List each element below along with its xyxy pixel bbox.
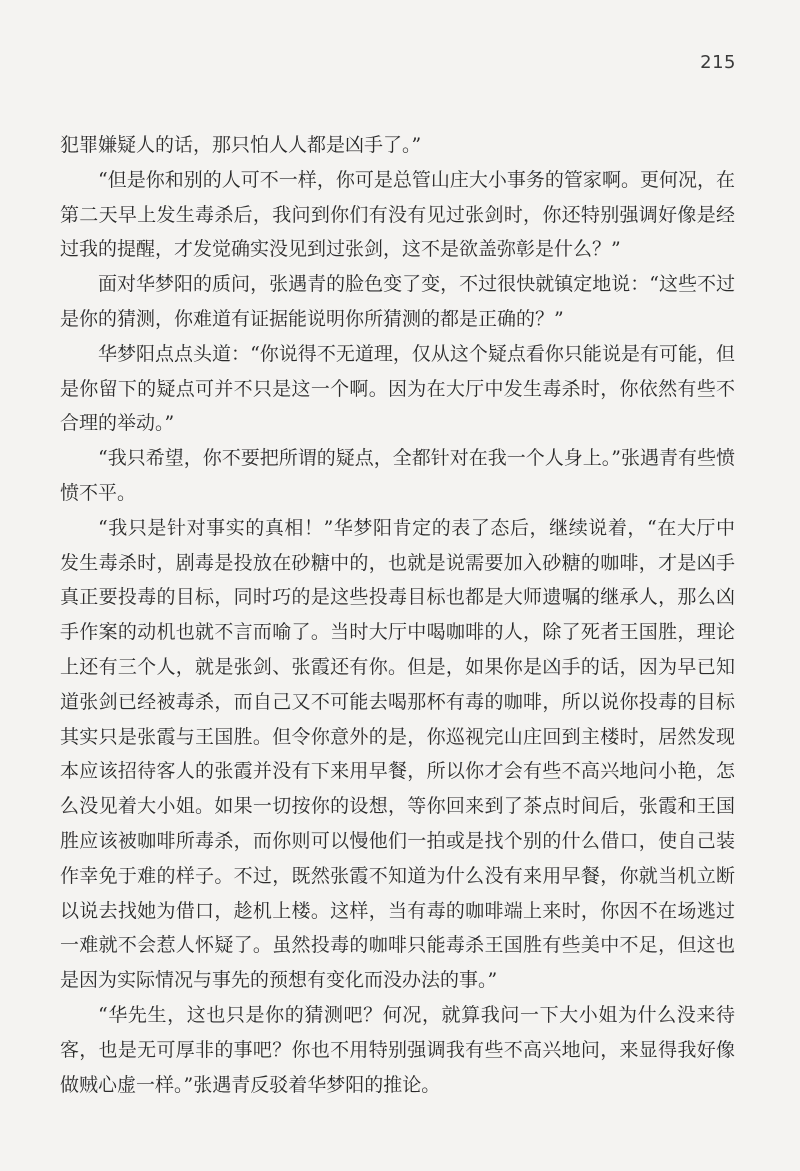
paragraph-3: 面对华梦阳的质问，张遇青的脸色变了变，不过很快就镇定地说：“这些不过是你的猜测，你难道有证据能说明你所猜测的都是正确的？” (60, 273, 735, 330)
paragraph-1: 犯罪嫌疑人的话，那只怕人人都是凶手了。” (60, 134, 422, 156)
body-text (60, 128, 735, 1102)
paragraph-6: “我只是针对事实的真相！”华梦阳肯定的表了态后，继续说着，“在大厅中发生毒杀时，剧毒是投放在砂糖中的，也就是说需要加入砂糖的咖啡，才是凶手真正要投毒的目标，同时巧的是这些投毒目标也都是大师遗嘱的继承人，那么凶手作案的动机也就不言而喻了。当时大厅中喝咖啡的人，除了死者王国胜，理论上还有三个人，就是张剑、张霞还有你。但是，如果你是凶手的话，因为早已知道张剑已经被毒杀，而自己又不可能去喝那杯有毒的咖啡，所以说你投毒的目标其实只是张霞与王国胜。但令你意外的是，你巡视完山庄回到主楼时，居然发现本应该招待客人的张霞并没有下来用早餐，所以你才会有些不高兴地问小艳，怎么没见着大小姐。如果一切按你的设想，等你回来到了茶点时间后，张霞和王国胜应该被咖啡所毒杀，而你则可以慢他们一拍或是找个别的什么借口，使自己装作幸免于难的样子。不过，既然张霞不知道为什么没有来用早餐，你就当机立断以说去找她为借口，趁机上楼。这样，当有毒的咖啡端上来时，你因不在场逃过一难就不会惹人怀疑了。虽然投毒的咖啡只能毒杀王国胜有些美中不足，但这也是因为实际情况与事先的预想有变化而没办法的事。” (60, 516, 735, 992)
paragraph-5: “我只希望，你不要把所谓的疑点，全都针对在我一个人身上。”张遇青有些愤愤不平。 (60, 447, 735, 504)
paragraph-4: 华梦阳点点头道：“你说得不无道理，仅从这个疑点看你只能说是有可能，但是你留下的疑点可并不只是这一个啊。因为在大厅中发生毒杀时，你依然有些不合理的举动。” (60, 342, 735, 435)
paragraph-2: “但是你和别的人可不一样，你可是总管山庄大小事务的管家啊。更何况，在第二天早上发生毒杀后，我问到你们有没有见过张剑时，你还特别强调好像是经过我的提醒，才发觉确实没见到过张剑，这不是欲盖弥彰是什么？” (60, 168, 735, 261)
page-number: 215 (700, 52, 736, 73)
paragraph-7: “华先生，这也只是你的猜测吧？何况，就算我问一下大小姐为什么没来待客，也是无可厚非的事吧？你也不用特别强调我有些不高兴地问，来显得我好像做贼心虚一样。”张遇青反驳着华梦阳的推论。 (60, 1003, 735, 1096)
